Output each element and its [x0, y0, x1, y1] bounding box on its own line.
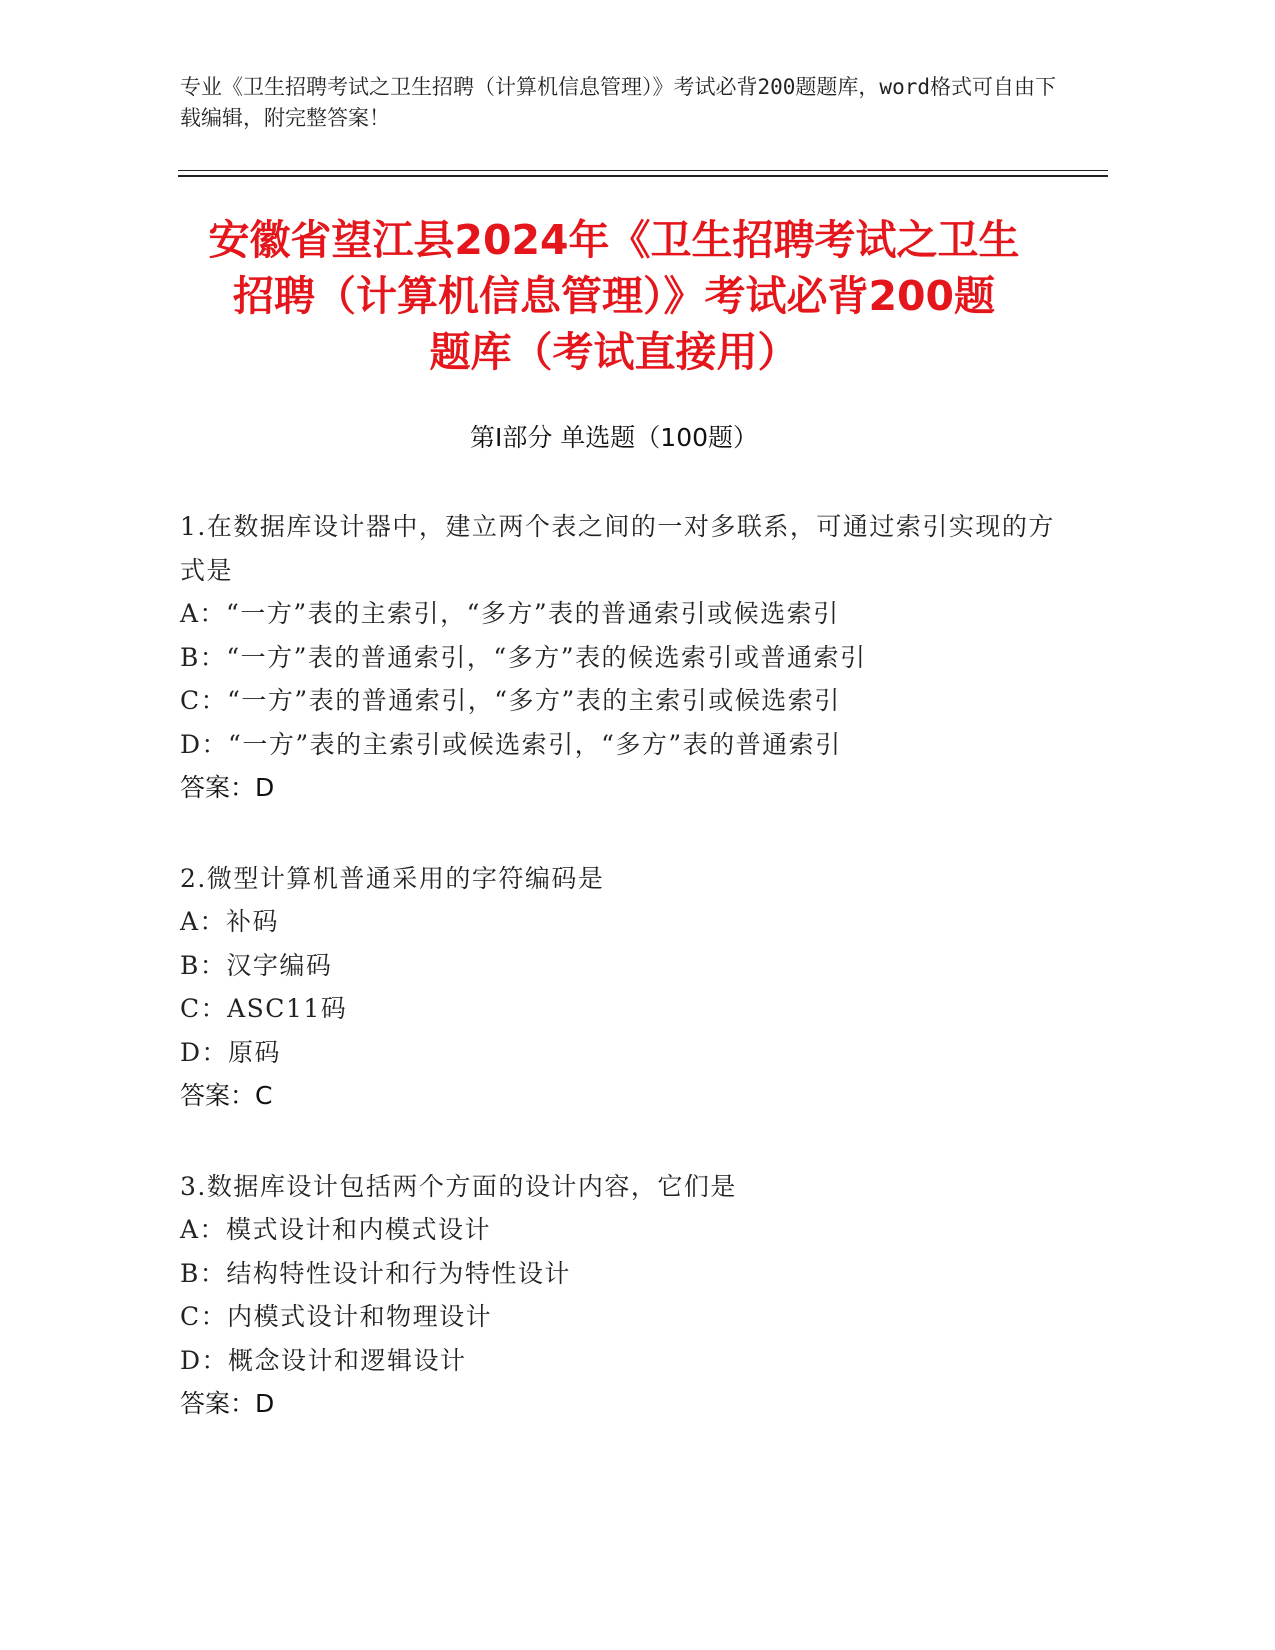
header-divider-thin [178, 170, 1108, 171]
option-a: A：补码 [180, 907, 280, 936]
question-2 [180, 857, 1060, 1118]
option-a: A：“一方”表的主索引，“多方”表的普通索引或候选索引 [180, 599, 840, 628]
option-d: D：“一方”表的主索引或候选索引，“多方”表的普通索引 [180, 729, 842, 759]
option-d: D：原码 [180, 1037, 282, 1067]
question-stem: 3.数据库设计包括两个方面的设计内容，它们是 [180, 1171, 737, 1201]
option-d: D：概念设计和逻辑设计 [180, 1345, 467, 1375]
question-1 [180, 505, 1060, 810]
answer-line: 答案：D [180, 773, 275, 802]
option-c: C：“一方”表的普通索引，“多方”表的主索引或候选索引 [180, 686, 841, 715]
document-title-line-3: 题库（考试直接用） [429, 328, 799, 376]
section-heading: 第Ⅰ部分 单选题（100题） [469, 423, 759, 452]
header-divider-thick [178, 175, 1108, 177]
option-c: C：内模式设计和物理设计 [180, 1302, 493, 1331]
answer-line: 答案：D [180, 1389, 275, 1418]
question-stem: 1.在数据库设计器中，建立两个表之间的一对多联系，可通过索引实现的方式是 [180, 512, 1055, 585]
question-list [180, 505, 1060, 1473]
option-a: A：模式设计和内模式设计 [180, 1215, 492, 1244]
option-b: B：汉字编码 [180, 950, 333, 980]
question-stem: 2.微型计算机普通采用的字符编码是 [180, 863, 605, 893]
option-b: B：“一方”表的普通索引，“多方”表的候选索引或普通索引 [180, 642, 867, 672]
option-b: B：结构特性设计和行为特性设计 [180, 1258, 571, 1288]
document-title-line-1: 安徽省望江县2024年《卫生招聘考试之卫生 [208, 216, 1020, 264]
document-title [180, 212, 1048, 380]
option-c: C：ASC11码 [180, 994, 348, 1023]
question-3 [180, 1165, 1060, 1426]
document-title-line-2: 招聘（计算机信息管理）》考试必背200题 [232, 272, 996, 320]
answer-line: 答案：C [180, 1081, 273, 1110]
header-note: 专业《卫生招聘考试之卫生招聘（计算机信息管理）》考试必背200题题库，word格式可自由下载编辑，附完整答案！ [180, 75, 1056, 130]
